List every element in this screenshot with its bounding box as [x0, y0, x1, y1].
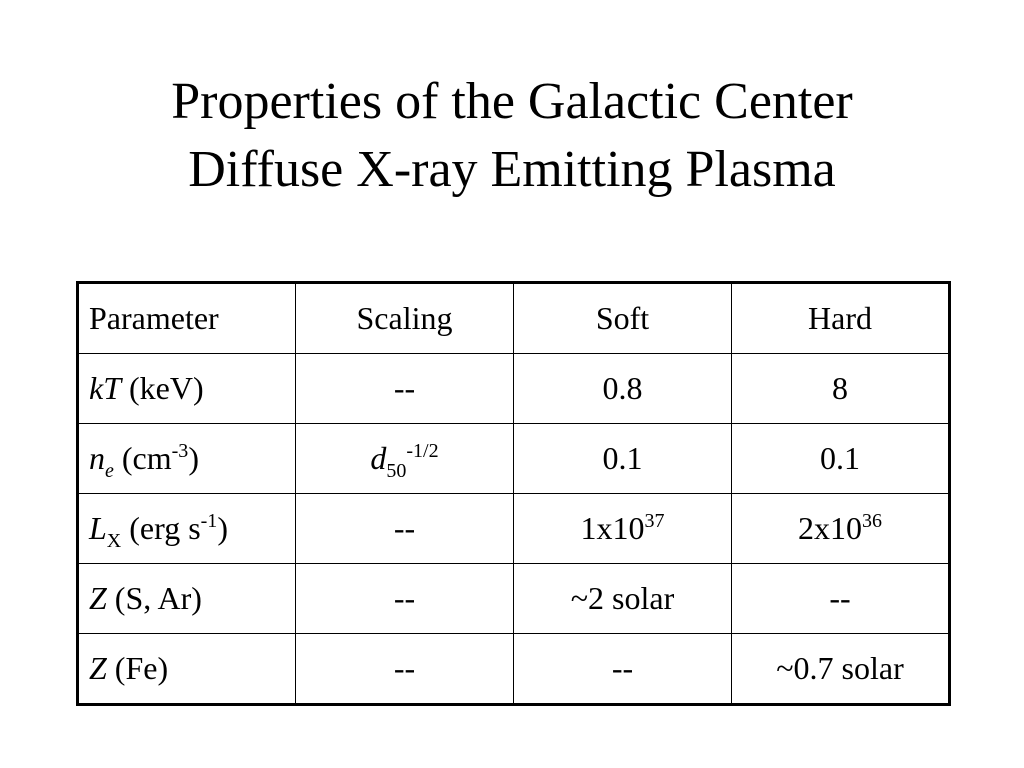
scaling-cell: --: [296, 494, 514, 564]
scaling-cell: --: [296, 354, 514, 424]
parameter-unit: (S, Ar): [106, 580, 202, 616]
soft-value-base: 1x10: [580, 510, 645, 546]
parameter-symbol: L: [89, 510, 107, 546]
hard-cell: --: [732, 564, 950, 634]
parameter-cell: [78, 424, 296, 494]
parameter-symbol: n: [89, 440, 105, 476]
parameter-cell: [78, 564, 296, 634]
hard-value-exponent: 36: [862, 510, 882, 532]
parameter-subscript: e: [105, 460, 114, 482]
parameter-unit: (cm: [113, 440, 172, 476]
table-row: [78, 564, 950, 634]
parameter-unit: (erg s: [121, 510, 201, 546]
soft-cell: [514, 494, 732, 564]
scaling-cell: --: [296, 564, 514, 634]
header-parameter: Parameter: [78, 283, 296, 354]
plasma-properties-table: [76, 281, 951, 706]
hard-cell: [732, 494, 950, 564]
table-row: [78, 424, 950, 494]
parameter-symbol: kT: [89, 370, 121, 406]
header-scaling: Scaling: [296, 283, 514, 354]
soft-cell: --: [514, 634, 732, 705]
scaling-cell: [296, 424, 514, 494]
parameter-unit-exponent: -1: [200, 510, 218, 532]
title-line-1: Properties of the Galactic Center: [171, 73, 853, 130]
scaling-cell: --: [296, 634, 514, 705]
scaling-exponent: -1/2: [406, 440, 439, 462]
title-line-2: Diffuse X-ray Emitting Plasma: [188, 141, 836, 198]
header-soft: Soft: [514, 283, 732, 354]
parameter-cell: [78, 634, 296, 705]
hard-cell: ~0.7 solar: [732, 634, 950, 705]
table-row: [78, 494, 950, 564]
table-row: [78, 354, 950, 424]
hard-value-base: 2x10: [798, 510, 862, 546]
parameter-unit-close: ): [188, 440, 199, 476]
soft-cell: ~2 solar: [514, 564, 732, 634]
soft-cell: 0.8: [514, 354, 732, 424]
slide-title: [0, 68, 1024, 204]
hard-cell: 0.1: [732, 424, 950, 494]
parameter-unit-exponent: -3: [171, 440, 189, 462]
header-hard: Hard: [732, 283, 950, 354]
parameter-cell: [78, 354, 296, 424]
soft-cell: 0.1: [514, 424, 732, 494]
hard-cell: 8: [732, 354, 950, 424]
table-header-row: [78, 283, 950, 354]
parameter-symbol: Z: [89, 650, 107, 686]
parameter-unit: (keV): [121, 370, 204, 406]
parameter-unit: (Fe): [106, 650, 169, 686]
soft-value-exponent: 37: [644, 510, 665, 532]
table-row: [78, 634, 950, 705]
parameter-symbol: Z: [89, 580, 107, 616]
parameter-cell: [78, 494, 296, 564]
scaling-subscript: 50: [386, 460, 407, 482]
scaling-symbol: d: [370, 440, 387, 476]
parameter-subscript: X: [106, 530, 122, 552]
parameter-unit-close: ): [217, 510, 228, 546]
